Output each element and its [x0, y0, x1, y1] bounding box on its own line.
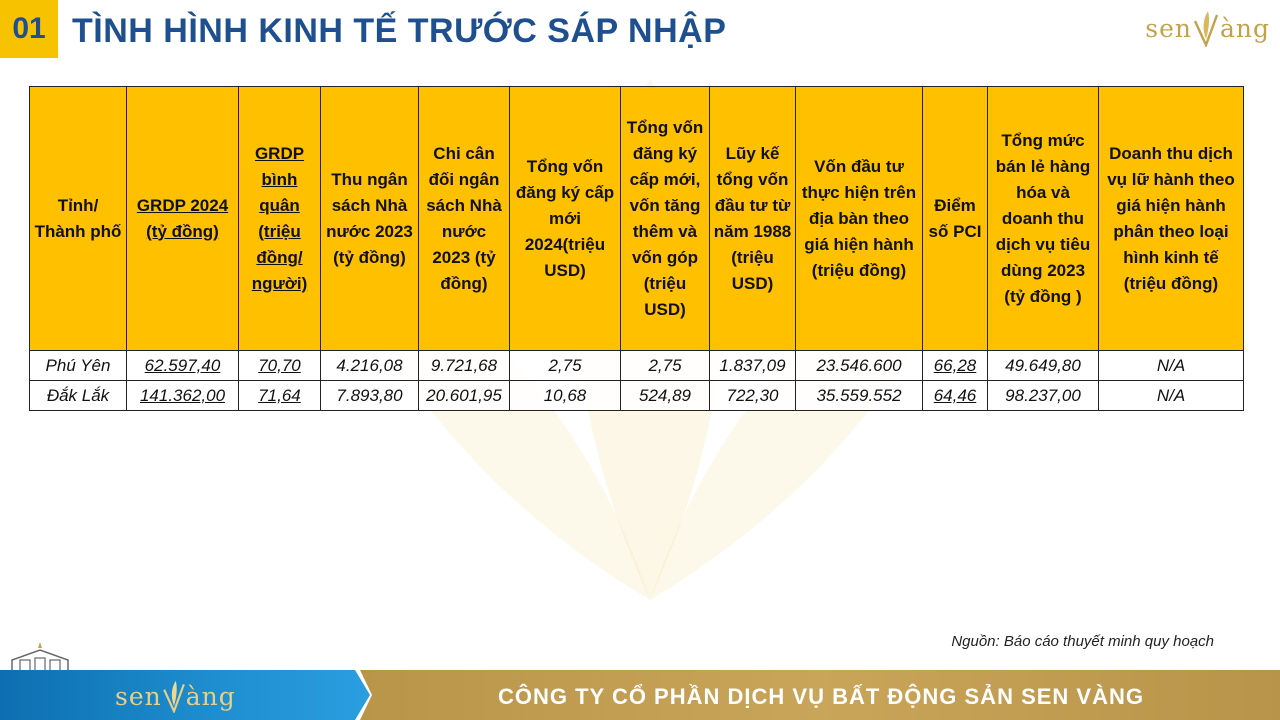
cell-cumulative-fdi: 1.837,09	[710, 351, 796, 381]
lotus-v-logo-icon	[1193, 9, 1219, 47]
col-header-grdp-per-capita: GRDP bình quân (triệu đồng/ người)	[239, 87, 321, 351]
cell-retail-sales: 49.649,80	[988, 351, 1099, 381]
col-header-budget-revenue: Thu ngân sách Nhà nước 2023 (tỷ đồng)	[321, 87, 419, 351]
brand-text-ang: àng	[1219, 13, 1270, 43]
cell-province: Phú Yên	[30, 351, 127, 381]
page-title: TÌNH HÌNH KINH TẾ TRƯỚC SÁP NHẬP	[72, 12, 727, 50]
footer-brand-text-ang: àng	[185, 681, 236, 711]
cell-budget-expense: 20.601,95	[419, 381, 510, 411]
col-header-cumulative-fdi: Lũy kế tổng vốn đầu tư từ năm 1988 (triệu USD)	[710, 87, 796, 351]
col-header-travel-revenue: Doanh thu dịch vụ lữ hành theo giá hiện hành phân theo loại hình kinh tế (triệu đồng)	[1099, 87, 1244, 351]
cell-budget-expense: 9.721,68	[419, 351, 510, 381]
col-header-grdp-2024: GRDP 2024 (tỷ đồng)	[127, 87, 239, 351]
slide-number: 01	[0, 0, 58, 58]
cell-budget-revenue: 4.216,08	[321, 351, 419, 381]
cell-new-capital-2024: 10,68	[510, 381, 621, 411]
cell-retail-sales: 98.237,00	[988, 381, 1099, 411]
cell-province: Đắk Lắk	[30, 381, 127, 411]
table-row	[30, 381, 1244, 411]
cell-travel-revenue: N/A	[1099, 381, 1244, 411]
col-header-pci: Điểm số PCI	[923, 87, 988, 351]
cell-budget-revenue: 7.893,80	[321, 381, 419, 411]
cell-realized-investment: 35.559.552	[796, 381, 923, 411]
cell-travel-revenue: N/A	[1099, 351, 1244, 381]
table-header-row	[30, 87, 1244, 351]
col-header-retail-sales: Tổng mức bán lẻ hàng hóa và doanh thu dịch vụ tiêu dùng 2023 (tỷ đồng )	[988, 87, 1099, 351]
cell-total-registered-capital: 524,89	[621, 381, 710, 411]
col-header-budget-expense: Chi cân đối ngân sách Nhà nước 2023 (tỷ đồng)	[419, 87, 510, 351]
cell-cumulative-fdi: 722,30	[710, 381, 796, 411]
cell-grdp-2024: 141.362,00	[127, 381, 239, 411]
footer-lotus-v-logo-icon	[162, 679, 186, 713]
cell-new-capital-2024: 2,75	[510, 351, 621, 381]
footer-brand-text-sen: sen	[115, 681, 162, 711]
footer-brand-logo	[115, 676, 236, 716]
col-header-realized-investment: Vốn đầu tư thực hiện trên địa bàn theo giá hiện hành (triệu đồng)	[796, 87, 923, 351]
table-row	[30, 351, 1244, 381]
cell-pci: 66,28	[923, 351, 988, 381]
cell-pci: 64,46	[923, 381, 988, 411]
col-header-total-registered-capital: Tổng vốn đăng ký cấp mới, vốn tăng thêm và vốn góp (triệu USD)	[621, 87, 710, 351]
brand-text-sen: sen	[1145, 13, 1192, 43]
cell-grdp-per-capita: 70,70	[239, 351, 321, 381]
building-icon	[4, 640, 76, 672]
source-note: Nguồn: Báo cáo thuyết minh quy hoạch	[951, 633, 1214, 650]
col-header-new-capital-2024: Tổng vốn đăng ký cấp mới 2024(triệu USD)	[510, 87, 621, 351]
cell-total-registered-capital: 2,75	[621, 351, 710, 381]
cell-grdp-per-capita: 71,64	[239, 381, 321, 411]
footer-company-name: CÔNG TY CỔ PHẦN DỊCH VỤ BẤT ĐỘNG SẢN SEN VÀNG	[498, 684, 1144, 709]
cell-realized-investment: 23.546.600	[796, 351, 923, 381]
cell-grdp-2024: 62.597,40	[127, 351, 239, 381]
economic-data-table	[29, 86, 1244, 411]
col-header-province: Tỉnh/ Thành phố	[30, 87, 127, 351]
brand-logo	[1145, 4, 1270, 52]
